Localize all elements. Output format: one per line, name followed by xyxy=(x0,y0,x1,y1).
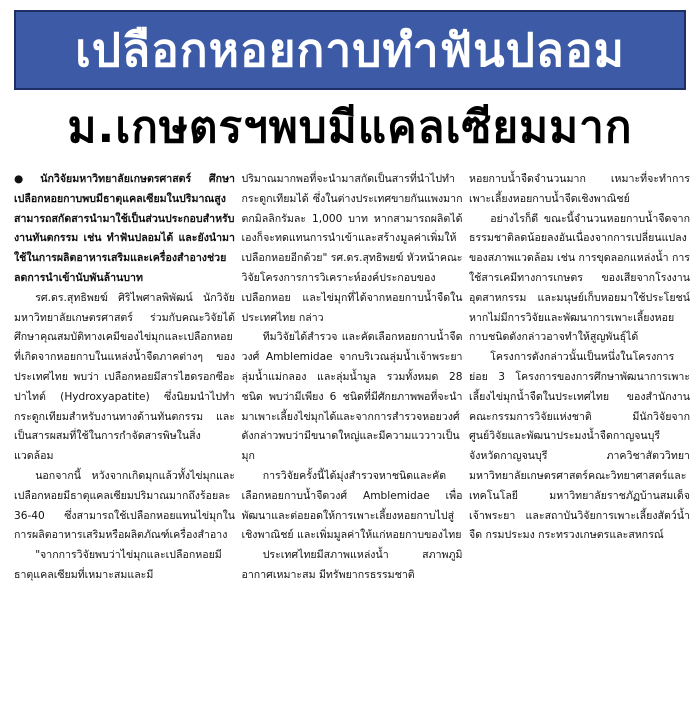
paragraph: หอยกาบน้ำจืดจำนวนมาก เหมาะที่จะทำการเพาะเลี้ยงหอยกาบน้ำจืดเชิงพาณิชย์ xyxy=(469,173,690,205)
paragraph: การวิจัยครั้งนี้ได้มุ่งสำรวจหาชนิดและคัดเลือกหอยกาบน้ำจืดวงศ์ Amblemidae เพื่อพัฒนาและต่อยอดให้การเพาะเลี้ยงหอยกาบไปสู่เชิงพาณิชย์ และเพิ่มมูลค่าให้แก่หอยกาบของไทย xyxy=(241,469,463,542)
paragraph: อย่างไรก็ดี ขณะนี้จำนวนหอยกาบน้ำจืดจากธรรมชาติลดน้อยลงอันเนื่องจากการเปลี่ยนแปลงของสภาพแวดล้อม เช่น การขุดลอกแหล่งน้ำ การใช้สารเคมีทางการเกษตร ของเสียจากโรงงานอุตสาหกรรม และมนุษย์เก็บหอยมาใช้ประโยชน์ หากไม่มีการวิจัยและพัฒนาการเพาะเลี้ยงหอยกาบชนิดดังกล่าวอาจทำให้สูญพันธุ์ได้ xyxy=(469,212,690,344)
lead-text: นักวิจัยมหาวิทยาลัยเกษตรศาสตร์ ศึกษาเปลือกหอยกาบพบมีธาตุแคลเซียมในปริมาณสูง สามารถสกัดสารนำมาใช้เป็นส่วนประกอบสำหรับงานทันตกรรม เช่น ทำฟันปลอมได้ และยังนำมาใช้ในการผลิตอาหารเสริมและเครื่องสำอางช่วยลดการนำเข้านับพันล้านบาท xyxy=(14,173,235,284)
headline-banner xyxy=(14,10,686,90)
paragraph: ทีมวิจัยได้สำรวจ และคัดเลือกหอยกาบน้ำจืดวงศ์ Amblemidae จากบริเวณลุ่มน้ำเจ้าพระยา ลุ่มน้ำแม่กลอง และลุ่มน้ำมูล รวมทั้งหมด 28 ชนิด พบว่ามีเพียง 6 ชนิดที่มีศักยภาพพอที่จะนำมาเพาะเลี้ยงไข่มุกได้และจากการสำรวจหอยวงศ์ดังกล่าวพบว่ามีขนาดใหญ่และมีความแววาวเป็นมุก xyxy=(241,331,463,463)
paragraph: รศ.ดร.สุทธิพยฆ์ ศิริไพศาลพิพัฒน์ นักวิจัยมหาวิทยาลัยเกษตรศาสตร์ ร่วมกับคณะวิจัยได้ศึกษาคุณสมบัติทางเคมีของไข่มุกและเปลือกหอยที่เกิดจากหอยกาบในแหล่งน้ำจืดภาคต่างๆ ของประเทศไทย พบว่า เปลือกหอยมีสารไฮดรอกซีอะปาไทต์ (Hydroxyapatite) ซึ่งนิยมนำไปทำกระดูกเทียมสำหรับงานทางด้านทันตกรรม และเป็นสารผสมที่ใช้ในการกำจัดสารพิษในสิ่งแวดล้อม xyxy=(14,291,235,463)
lead-paragraph xyxy=(14,170,235,289)
article-body xyxy=(14,170,690,718)
paragraph: นอกจากนี้ หวังจากเกิดมุกแล้วทั้งไข่มุกและเปลือกหอยมีธาตุแคลเซียมปริมาณมากถึงร้อยละ 36-40 ซึ่งสามารถใช้เปลือกหอยแทนไข่มุกในการผลิตอาหารเสริมหรือผลิตภัณฑ์เครื่องสำอาง xyxy=(14,469,235,542)
paragraph: โครงการดังกล่าวนั้นเป็นหนึ่งในโครงการย่อย 3 โครงการของการศึกษาพัฒนาการเพาะเลี้ยงไข่มุกน้ำจืดในประเทศไทย ของสำนักงานคณะกรรมการวิจัยแห่งชาติ มีนักวิจัยจากศูนย์วิจัยและพัฒนาประมงน้ำจืดกาญจนบุรี จังหวัดกาญจนบุรี ภาควิชาสัตววิทยา มหาวิทยาลัยเกษตรศาสตร์คณะวิทยาศาสตร์และเทคโนโลยี มหาวิทยาลัยราชภัฏบ้านสมเด็จเจ้าพระยา และสถาบันวิจัยการเพาะเลี้ยงสัตว์น้ำจืด กรมประมง กระทรวงเกษตรและสหกรณ์ xyxy=(469,351,690,542)
paragraph: ปริมาณมากพอที่จะนำมาสกัดเป็นสารที่นำไปทำกระดูกเทียมได้ ซึ่งในต่างประเทศขายกันแพงมาก ตกมิลลิกรัมละ 1,000 บาท หากสามารถผลิตได้เองก็จะทดแทนการนำเข้าและสร้างมูลค่าเพิ่มให้เปลือกหอยอีกด้วย" รศ.ดร.สุทธิพยฆ์ หัวหน้าคณะวิจัยโครงการการวิเคราะห์องค์ประกอบของเปลือกหอย และไข่มุกที่ได้จากหอยกาบน้ำจืดในประเทศไทย กล่าว xyxy=(241,173,463,324)
headline: เปลือกหอยกาบทำฟันปลอม xyxy=(75,22,625,77)
subheadline: ม.เกษตรฯพบมีแคลเซียมมาก xyxy=(67,102,633,153)
bullet-icon: ● xyxy=(14,173,38,185)
article-column-1 xyxy=(14,170,235,718)
article-column-2 xyxy=(242,170,463,718)
paragraph: "จากการวิจัยพบว่าไข่มุกและเปลือกหอยมีธาตุแคลเซียมที่เหมาะสมและมี xyxy=(14,549,222,581)
paragraph: ประเทศไทยมีสภาพแหล่งน้ำ สภาพภูมิอากาศเหมาะสม มีทรัพยากรธรรมชาติ xyxy=(241,549,463,581)
article-column-3 xyxy=(469,170,690,718)
